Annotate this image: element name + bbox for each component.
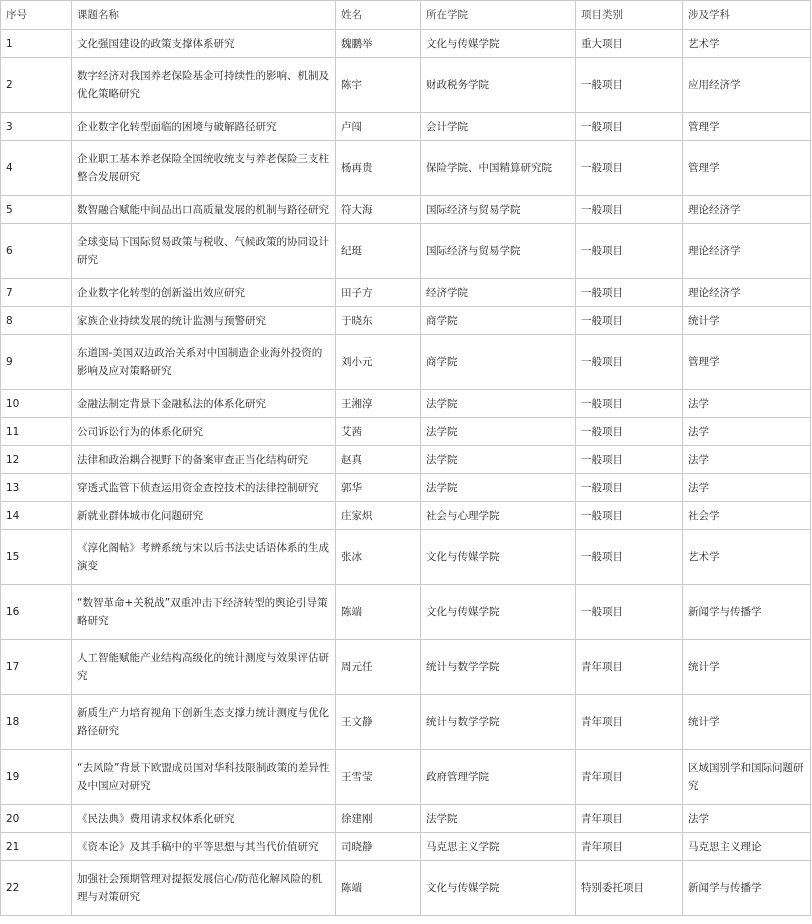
cell-topic: “去风险”背景下欧盟成员国对华科技限制政策的差异性及中国应对研究: [72, 750, 336, 805]
cell-school: 保险学院、中国精算研究院: [421, 141, 576, 196]
cell-index: 7: [1, 279, 72, 307]
cell-topic: 企业数字化转型的创新溢出效应研究: [72, 279, 336, 307]
cell-category: 一般项目: [576, 113, 683, 141]
cell-topic: 企业职工基本养老保险全国统收统支与养老保险三支柱整合发展研究: [72, 141, 336, 196]
cell-school: 财政税务学院: [421, 58, 576, 113]
cell-school: 统计与数学学院: [421, 695, 576, 750]
cell-index: 21: [1, 833, 72, 861]
cell-topic: 家族企业持续发展的统计监测与预警研究: [72, 307, 336, 335]
cell-discipline: 法学: [683, 418, 811, 446]
table-row: [1, 446, 811, 474]
cell-name: 周元任: [336, 640, 421, 695]
cell-discipline: 统计学: [683, 307, 811, 335]
cell-category: 一般项目: [576, 474, 683, 502]
cell-name: 纪珽: [336, 224, 421, 279]
cell-school: 国际经济与贸易学院: [421, 224, 576, 279]
cell-name: 刘小元: [336, 335, 421, 390]
cell-index: 18: [1, 695, 72, 750]
table-row: [1, 833, 811, 861]
header-school: 所在学院: [421, 1, 576, 30]
cell-category: 一般项目: [576, 141, 683, 196]
table-row: [1, 750, 811, 805]
cell-school: 文化与传媒学院: [421, 585, 576, 640]
cell-index: 8: [1, 307, 72, 335]
cell-topic: 全球变局下国际贸易政策与税收、气候政策的协同设计研究: [72, 224, 336, 279]
cell-category: 一般项目: [576, 196, 683, 224]
cell-category: 青年项目: [576, 695, 683, 750]
cell-category: 青年项目: [576, 640, 683, 695]
cell-topic: 《淳化阁帖》考辨系统与宋以后书法史话语体系的生成演变: [72, 530, 336, 585]
cell-category: 青年项目: [576, 750, 683, 805]
cell-name: 魏鹏举: [336, 30, 421, 58]
cell-school: 商学院: [421, 335, 576, 390]
cell-index: 16: [1, 585, 72, 640]
table-row: [1, 279, 811, 307]
cell-category: 青年项目: [576, 833, 683, 861]
cell-name: 徐建刚: [336, 805, 421, 833]
cell-discipline: 艺术学: [683, 530, 811, 585]
table-row: [1, 335, 811, 390]
header-topic: 课题名称: [72, 1, 336, 30]
table-row: [1, 141, 811, 196]
header-index: 序号: [1, 1, 72, 30]
table-row: [1, 418, 811, 446]
cell-name: 王湘淳: [336, 390, 421, 418]
cell-school: 社会与心理学院: [421, 502, 576, 530]
cell-category: 一般项目: [576, 307, 683, 335]
table-row: [1, 805, 811, 833]
cell-category: 一般项目: [576, 418, 683, 446]
cell-index: 12: [1, 446, 72, 474]
cell-discipline: 区域国别学和国际问题研究: [683, 750, 811, 805]
cell-name: 司晓静: [336, 833, 421, 861]
cell-discipline: 法学: [683, 474, 811, 502]
cell-topic: 新就业群体城市化问题研究: [72, 502, 336, 530]
cell-discipline: 理论经济学: [683, 279, 811, 307]
cell-discipline: 艺术学: [683, 30, 811, 58]
cell-name: 赵真: [336, 446, 421, 474]
table-row: [1, 307, 811, 335]
cell-category: 重大项目: [576, 30, 683, 58]
cell-school: 政府管理学院: [421, 750, 576, 805]
cell-topic: 人工智能赋能产业结构高级化的统计测度与效果评估研究: [72, 640, 336, 695]
cell-index: 13: [1, 474, 72, 502]
cell-name: 陈端: [336, 585, 421, 640]
cell-index: 19: [1, 750, 72, 805]
cell-name: 田子方: [336, 279, 421, 307]
cell-topic: 公司诉讼行为的体系化研究: [72, 418, 336, 446]
cell-topic: 《资本论》及其手稿中的平等思想与其当代价值研究: [72, 833, 336, 861]
cell-discipline: 法学: [683, 446, 811, 474]
cell-topic: 穿透式监管下侦查运用资金查控技术的法律控制研究: [72, 474, 336, 502]
cell-category: 一般项目: [576, 58, 683, 113]
cell-index: 3: [1, 113, 72, 141]
cell-school: 统计与数学学院: [421, 640, 576, 695]
table-row: [1, 861, 811, 916]
table-row: [1, 585, 811, 640]
table-header: [1, 1, 811, 30]
table-row: [1, 58, 811, 113]
cell-name: 艾茜: [336, 418, 421, 446]
cell-discipline: 新闻学与传播学: [683, 585, 811, 640]
cell-index: 20: [1, 805, 72, 833]
cell-school: 法学院: [421, 805, 576, 833]
table-row: [1, 530, 811, 585]
cell-topic: 数字经济对我国养老保险基金可持续性的影响、机制及优化策略研究: [72, 58, 336, 113]
cell-school: 商学院: [421, 307, 576, 335]
cell-category: 青年项目: [576, 805, 683, 833]
table-row: [1, 502, 811, 530]
cell-school: 经济学院: [421, 279, 576, 307]
cell-category: 一般项目: [576, 585, 683, 640]
cell-index: 4: [1, 141, 72, 196]
cell-school: 法学院: [421, 446, 576, 474]
cell-school: 法学院: [421, 390, 576, 418]
cell-discipline: 应用经济学: [683, 58, 811, 113]
cell-name: 陈端: [336, 861, 421, 916]
cell-discipline: 管理学: [683, 141, 811, 196]
cell-discipline: 马克思主义理论: [683, 833, 811, 861]
cell-index: 15: [1, 530, 72, 585]
cell-school: 文化与传媒学院: [421, 30, 576, 58]
cell-school: 法学院: [421, 418, 576, 446]
cell-discipline: 法学: [683, 390, 811, 418]
cell-topic: 法律和政治耦合视野下的备案审查正当化结构研究: [72, 446, 336, 474]
table-row: [1, 30, 811, 58]
cell-category: 一般项目: [576, 502, 683, 530]
cell-index: 11: [1, 418, 72, 446]
cell-index: 10: [1, 390, 72, 418]
cell-index: 17: [1, 640, 72, 695]
table-row: [1, 224, 811, 279]
cell-index: 1: [1, 30, 72, 58]
cell-discipline: 社会学: [683, 502, 811, 530]
cell-discipline: 法学: [683, 805, 811, 833]
cell-topic: 数智融合赋能中间品出口高质量发展的机制与路径研究: [72, 196, 336, 224]
cell-name: 庄家炽: [336, 502, 421, 530]
cell-topic: 加强社会预期管理对提振发展信心/防范化解风险的机理与对策研究: [72, 861, 336, 916]
header-category: 项目类别: [576, 1, 683, 30]
cell-topic: “数智革命+关税战”双重冲击下经济转型的舆论引导策略研究: [72, 585, 336, 640]
cell-name: 卢闯: [336, 113, 421, 141]
cell-category: 一般项目: [576, 279, 683, 307]
cell-school: 国际经济与贸易学院: [421, 196, 576, 224]
cell-index: 5: [1, 196, 72, 224]
cell-topic: 金融法制定背景下金融私法的体系化研究: [72, 390, 336, 418]
cell-discipline: 理论经济学: [683, 224, 811, 279]
table-body: [1, 30, 811, 916]
cell-index: 2: [1, 58, 72, 113]
cell-category: 一般项目: [576, 530, 683, 585]
cell-discipline: 统计学: [683, 640, 811, 695]
cell-topic: 文化强国建设的政策支撑体系研究: [72, 30, 336, 58]
header-row: [1, 1, 811, 30]
cell-discipline: 管理学: [683, 335, 811, 390]
table-row: [1, 113, 811, 141]
cell-name: 郭华: [336, 474, 421, 502]
table-row: [1, 474, 811, 502]
cell-discipline: 管理学: [683, 113, 811, 141]
table-row: [1, 196, 811, 224]
cell-name: 于晓东: [336, 307, 421, 335]
cell-school: 法学院: [421, 474, 576, 502]
cell-name: 陈宇: [336, 58, 421, 113]
cell-school: 会计学院: [421, 113, 576, 141]
header-discipline: 涉及学科: [683, 1, 811, 30]
cell-discipline: 新闻学与传播学: [683, 861, 811, 916]
cell-school: 文化与传媒学院: [421, 530, 576, 585]
cell-discipline: 统计学: [683, 695, 811, 750]
cell-name: 王文静: [336, 695, 421, 750]
cell-category: 特别委托项目: [576, 861, 683, 916]
cell-school: 马克思主义学院: [421, 833, 576, 861]
cell-index: 6: [1, 224, 72, 279]
cell-school: 文化与传媒学院: [421, 861, 576, 916]
cell-index: 14: [1, 502, 72, 530]
cell-name: 王雪莹: [336, 750, 421, 805]
cell-discipline: 理论经济学: [683, 196, 811, 224]
cell-category: 一般项目: [576, 390, 683, 418]
cell-category: 一般项目: [576, 446, 683, 474]
header-name: 姓名: [336, 1, 421, 30]
cell-name: 符大海: [336, 196, 421, 224]
cell-topic: 企业数字化转型面临的困境与破解路径研究: [72, 113, 336, 141]
table-row: [1, 640, 811, 695]
table-row: [1, 390, 811, 418]
cell-topic: 《民法典》费用请求权体系化研究: [72, 805, 336, 833]
cell-name: 杨再贵: [336, 141, 421, 196]
cell-index: 9: [1, 335, 72, 390]
cell-topic: 新质生产力培育视角下创新生态支撑力统计测度与优化路径研究: [72, 695, 336, 750]
cell-index: 22: [1, 861, 72, 916]
cell-topic: 东道国-美国双边政治关系对中国制造企业海外投资的影响及应对策略研究: [72, 335, 336, 390]
cell-category: 一般项目: [576, 335, 683, 390]
cell-category: 一般项目: [576, 224, 683, 279]
table-row: [1, 695, 811, 750]
cell-name: 张冰: [336, 530, 421, 585]
